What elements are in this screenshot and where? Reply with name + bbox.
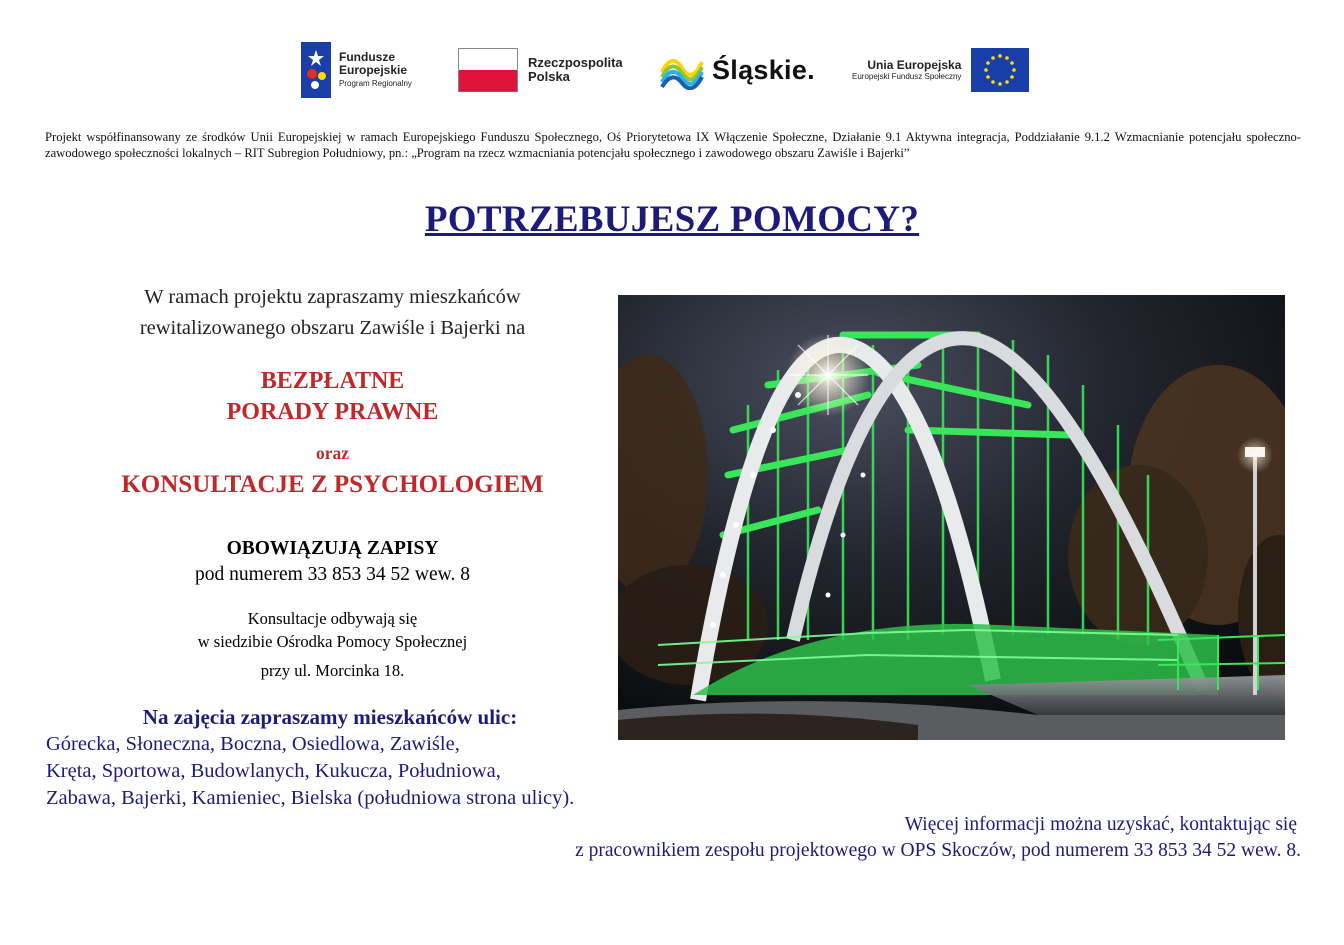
offer-block	[45, 366, 620, 428]
project-funding-text: Projekt współfinansowany ze środków Unii Europejskiej w ramach Europejskiego Funduszu Społecznego, Oś Priorytetowa IX Włączenie Społeczne, Działanie 9.1 Aktywna integracja, Poddziałanie 9.1.2 Wzmacnianie potencjału społeczno-zawodowego społeczności lokalnych – RIT Subregion Południowy, pn.: „Program na rzecz wzmacniania potencjału społecznego i zawodowego obszaru Zawiśle i Bajerki”	[45, 130, 1301, 160]
streets-list	[46, 731, 706, 812]
fundusze-europejskie-logo	[301, 40, 431, 100]
logo-strip	[0, 40, 1344, 100]
rzeczpospolita-logo	[458, 40, 633, 100]
offer-line3: KONSULTACJE Z PSYCHOLOGIEM	[121, 471, 544, 498]
intro-text	[45, 282, 620, 344]
more-info-line1: Więcej informacji można uzyskać, kontaktując się	[904, 814, 1297, 835]
streets-line: Zabawa, Bajerki, Kamieniec, Bielska (południowa strona ulicy).	[46, 787, 575, 809]
registration-phone: pod numerem 33 853 34 52 wew. 8	[195, 564, 470, 585]
rzeczpospolita-line2: Polska	[528, 69, 570, 84]
streets-line: Kręta, Sportowa, Budowlanych, Kukucza, Południowa,	[46, 760, 501, 782]
ue-sub: Europejski Fundusz Społeczny	[852, 72, 962, 81]
fundusze-line1: Fundusze	[339, 50, 395, 64]
slaskie-text: Śląskie.	[712, 54, 815, 85]
bridge-photo	[618, 295, 1285, 740]
slaskie-logo	[660, 40, 830, 100]
fundusze-sub: Program Regionalny	[339, 79, 412, 88]
registration-title: OBOWIĄZUJĄ ZAPISY	[226, 538, 439, 559]
location-text	[45, 607, 620, 682]
offer-line2: PORADY PRAWNE	[226, 399, 439, 425]
location-line2: w siedzibie Ośrodka Pomocy Społecznej	[197, 632, 468, 651]
polish-flag-icon	[458, 48, 518, 92]
streets-line: Górecka, Słoneczna, Boczna, Osiedlowa, Zawiśle,	[46, 733, 460, 755]
slaskie-waves-icon	[660, 50, 704, 90]
eu-flag-icon	[971, 48, 1029, 92]
location-line3: przy ul. Morcinka 18.	[260, 661, 405, 680]
intro-line1: W ramach projektu zapraszamy mieszkańców	[144, 286, 521, 308]
intro-line2: rewitalizowanego obszaru Zawiśle i Bajerki na	[139, 317, 526, 339]
more-info	[575, 812, 1301, 864]
fundusze-europejskie-icon	[301, 42, 331, 98]
offer-joiner: oraz	[315, 443, 350, 463]
rzeczpospolita-line1: Rzeczpospolita	[528, 55, 623, 70]
streets-title: Na zajęcia zapraszamy mieszkańców ulic:	[142, 705, 518, 729]
location-line1: Konsultacje odbywają się	[247, 609, 418, 628]
ue-title: Unia Europejska	[867, 58, 962, 72]
fundusze-line2: Europejskie	[339, 63, 408, 77]
unia-europejska-logo	[852, 40, 1047, 100]
page-title: POTRZEBUJESZ POMOCY?	[424, 199, 920, 240]
more-info-line2: z pracownikiem zespołu projektowego w OPS Skoczów, pod numerem 33 853 34 52 wew. 8.	[575, 840, 1301, 861]
offer-line1: BEZPŁATNE	[260, 368, 405, 394]
